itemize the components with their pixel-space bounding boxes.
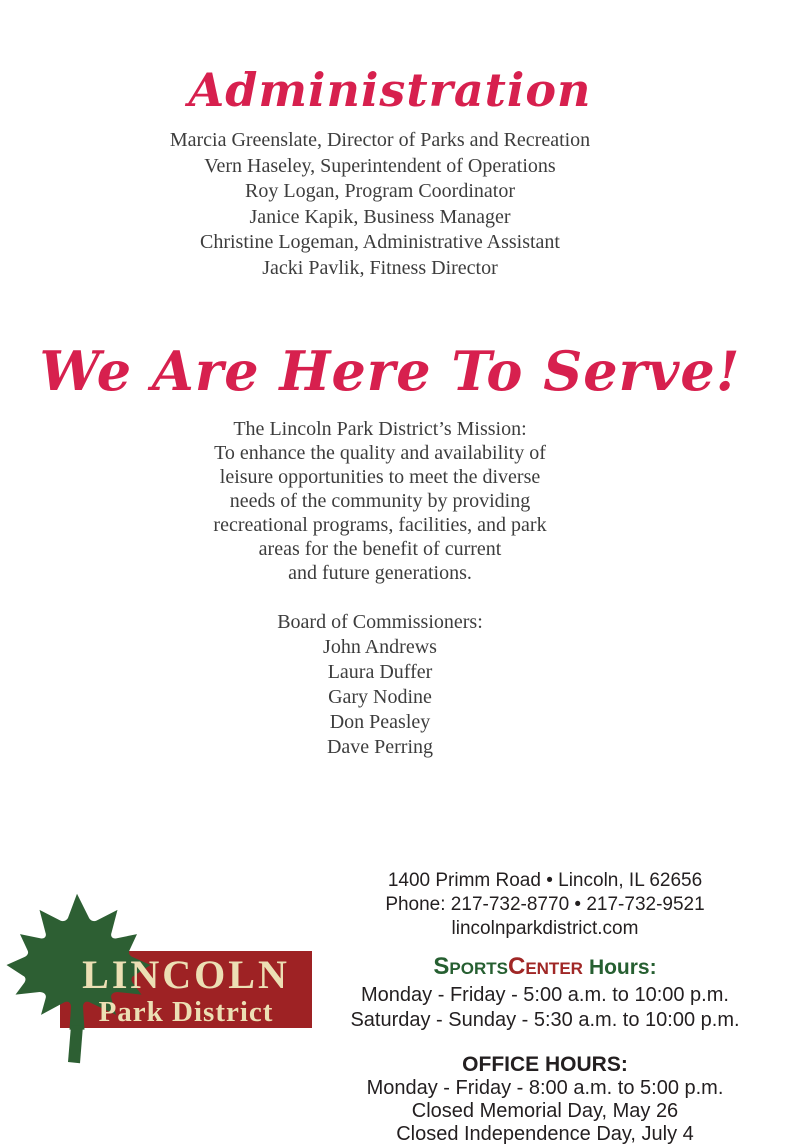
we-are-here-to-serve-heading: We Are Here To Serve! — [39, 339, 741, 403]
sportscenter-c: C — [507, 953, 526, 980]
staff-member: Christine Logeman, Administrative Assistant — [200, 231, 560, 253]
staff-member: Janice Kapik, Business Manager — [249, 205, 511, 228]
sportscenter-s: S — [433, 953, 450, 980]
board-member: Dave Perring — [326, 736, 434, 758]
mission-line: and future generations. — [288, 562, 472, 584]
mission-statement — [0, 417, 760, 585]
mission-line: leisure opportunities to meet the diverse — [219, 466, 541, 488]
sportscenter-hours-label: Hours: — [588, 956, 657, 979]
sportscenter-hours-line: Monday - Friday - 5:00 a.m. to 10:00 p.m. — [361, 984, 729, 1006]
board-member: John Andrews — [323, 636, 437, 658]
staff-member: Vern Haseley, Superintendent of Operations — [204, 154, 556, 177]
logo-lincoln-text: LINCOLN — [82, 952, 290, 997]
mission-line: needs of the community by providing — [229, 490, 531, 512]
board-member: Gary Nodine — [328, 686, 432, 708]
mission-line: The Lincoln Park District’s Mission: — [233, 418, 527, 440]
logo-park-district-text: Park District — [98, 996, 274, 1028]
board-member: Laura Duffer — [327, 661, 433, 683]
sportscenter-hours-line: Saturday - Sunday - 5:30 a.m. to 10:00 p.m. — [350, 1009, 740, 1031]
sportscenter-ports: PORTS — [449, 959, 508, 978]
mission-line: To enhance the quality and availability of — [214, 442, 546, 464]
office-hours-line: Closed Memorial Day, May 26 — [411, 1100, 679, 1122]
contact-info — [350, 869, 740, 1145]
office-hours-line: Monday - Friday - 8:00 a.m. to 5:00 p.m. — [366, 1077, 724, 1099]
sportscenter-enter: ENTER — [525, 959, 583, 978]
office-hours-line: Closed Independence Day, July 4 — [396, 1123, 694, 1145]
staff-member: Jacki Pavlik, Fitness Director — [262, 256, 498, 279]
board-of-commissioners — [0, 610, 760, 760]
board-member: Don Peasley — [329, 711, 431, 733]
staff-member: Roy Logan, Program Coordinator — [245, 180, 515, 202]
staff-list — [0, 128, 760, 281]
mission-line: areas for the benefit of current — [258, 538, 502, 560]
administration-heading: Administration — [188, 63, 592, 117]
staff-member: Marcia Greenslate, Director of Parks and Recreation — [169, 129, 591, 151]
phone-line: Phone: 217-732-8770 • 217-732-9521 — [385, 894, 705, 915]
mission-line: recreational programs, facilities, and park — [213, 514, 547, 536]
address-line: 1400 Primm Road • Lincoln, IL 62656 — [387, 870, 703, 891]
sportscenter-hours-heading — [350, 954, 740, 983]
website-line: lincolnparkdistrict.com — [451, 918, 639, 939]
lincoln-park-district-logo — [60, 951, 312, 1028]
board-title: Board of Commissioners: — [277, 611, 483, 633]
office-hours-heading: OFFICE HOURS: — [462, 1053, 628, 1076]
